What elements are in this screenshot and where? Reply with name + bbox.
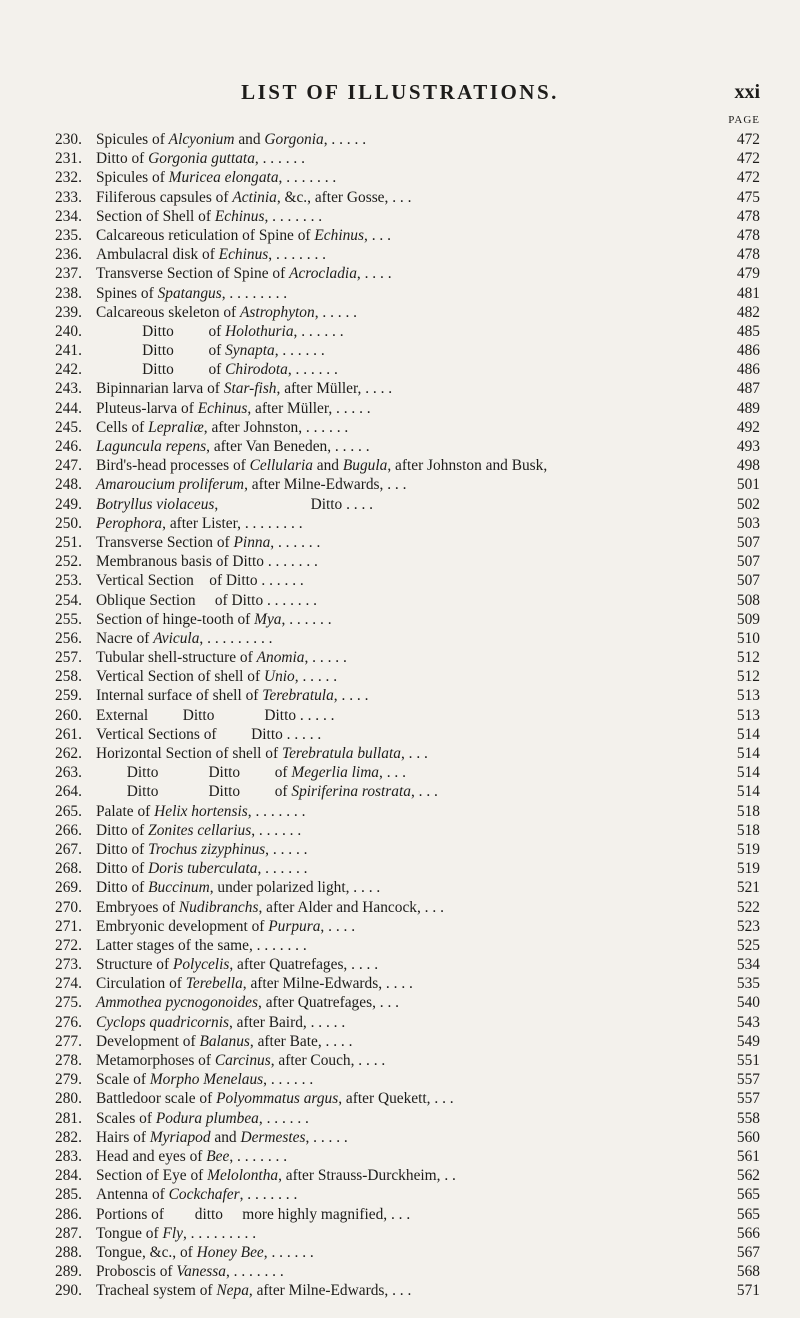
entry-title: Tubular shell-structure of Anomia, . . . . .: [96, 649, 347, 667]
entry-number: 271.: [55, 917, 82, 935]
entry-page-number: 472: [736, 150, 760, 168]
entry-number: 289.: [55, 1263, 82, 1281]
entry-number: 254.: [55, 591, 82, 609]
entry-page-number: 522: [736, 898, 760, 916]
list-item: [0, 418, 800, 437]
entry-number: 286.: [55, 1205, 82, 1223]
entry-number: 244.: [55, 399, 82, 417]
entry-page-number: 510: [736, 629, 760, 647]
list-item: [0, 1109, 800, 1128]
entry-page-number: 518: [736, 802, 760, 820]
entry-page-number: 492: [736, 418, 760, 436]
entry-page-number: 479: [736, 265, 760, 283]
list-item: [0, 917, 800, 936]
entry-title: Embryoes of Nudibranchs, after Alder and Hancock, . . .: [96, 898, 444, 916]
entry-number: 235.: [55, 226, 82, 244]
entry-page-number: 478: [736, 207, 760, 225]
entry-title: Battledoor scale of Polyommatus argus, after Quekett, . . .: [96, 1090, 454, 1108]
entry-number: 266.: [55, 821, 82, 839]
list-item: [0, 284, 800, 303]
entry-number: 241.: [55, 342, 82, 360]
list-item: [0, 667, 800, 686]
entry-number: 236.: [55, 246, 82, 264]
page-column-label: PAGE: [728, 114, 760, 126]
entry-page-number: 557: [736, 1071, 760, 1089]
list-item: [0, 725, 800, 744]
list-item: [0, 744, 800, 763]
entry-number: 283.: [55, 1147, 82, 1165]
list-item: [0, 514, 800, 533]
entry-number: 273.: [55, 956, 82, 974]
entry-page-number: 514: [736, 745, 760, 762]
entry-page-number: 478: [736, 246, 760, 264]
list-item: [0, 782, 800, 801]
list-item: [0, 1147, 800, 1166]
entry-title: Proboscis of Vanessa, . . . . . . .: [96, 1263, 284, 1281]
list-item: [0, 245, 800, 264]
entry-title: Ditto of Trochus zizyphinus, . . . . .: [96, 840, 308, 858]
entry-title: Nacre of Avicula, . . . . . . . . .: [96, 629, 273, 647]
list-item: [0, 571, 800, 590]
list-item: [0, 1089, 800, 1108]
entry-number: 230.: [55, 131, 82, 148]
entry-title: Spines of Spatangus, . . . . . . . .: [96, 284, 288, 302]
entry-number: 263.: [55, 764, 82, 782]
list-item: [0, 149, 800, 168]
entry-number: 246.: [55, 438, 82, 455]
entry-title: Scales of Podura plumbea, . . . . . .: [96, 1109, 309, 1127]
entry-number: 243.: [55, 380, 82, 398]
entry-page-number: 493: [736, 438, 760, 455]
list-item: [0, 226, 800, 245]
entry-number: 270.: [55, 898, 82, 916]
entry-number: 260.: [55, 706, 82, 724]
list-item: [0, 1166, 800, 1185]
entry-number: 274.: [55, 975, 82, 993]
entry-title: Pluteus-larva of Echinus, after Müller, . . . . .: [96, 399, 371, 417]
entry-title: Calcareous reticulation of Spine of Echinus, . . .: [96, 226, 391, 244]
entry-number: 257.: [55, 649, 82, 667]
list-item: [0, 821, 800, 840]
entry-title: Cyclops quadricornis, after Baird, . . . . .: [96, 1013, 346, 1031]
entry-page-number: 509: [736, 610, 760, 628]
list-item: [0, 974, 800, 993]
entry-title: Vertical Section of Ditto . . . . . .: [96, 572, 304, 590]
entry-title: Ambulacral disk of Echinus, . . . . . . .: [96, 246, 326, 264]
entry-page-number: 472: [736, 131, 760, 148]
entry-title: Section of Shell of Echinus, . . . . . . .: [96, 207, 323, 225]
entry-page-number: 481: [736, 284, 760, 302]
entry-page-number: 498: [736, 457, 760, 475]
entry-title: External Ditto Ditto . . . . .: [96, 706, 335, 724]
entry-number: 265.: [55, 802, 82, 820]
entry-title: Laguncula repens, after Van Beneden, . . . . .: [96, 438, 370, 455]
list-item: [0, 437, 800, 456]
entry-page-number: 478: [736, 226, 760, 244]
entry-title: Botryllus violaceus, Ditto . . . .: [96, 495, 374, 513]
entry-number: 288.: [55, 1243, 82, 1261]
entry-number: 258.: [55, 668, 82, 686]
entry-title: Bipinnarian larva of Star-fish, after Müller, . . . .: [96, 380, 393, 398]
page-number: xxi: [734, 81, 760, 103]
entry-title: Head and eyes of Bee, . . . . . . .: [96, 1147, 288, 1165]
entry-page-number: 523: [736, 917, 760, 935]
entry-title: Vertical Sections of Ditto . . . . .: [96, 725, 322, 743]
entry-page-number: 502: [736, 495, 760, 513]
entry-number: 259.: [55, 687, 82, 705]
running-header: [0, 80, 800, 110]
list-item: [0, 1262, 800, 1281]
entry-page-number: 525: [736, 936, 760, 954]
list-item: [0, 341, 800, 360]
list-item: [0, 168, 800, 187]
entry-number: 261.: [55, 725, 82, 743]
entry-page-number: 565: [736, 1186, 760, 1204]
entry-page-number: 486: [736, 361, 760, 379]
list-item: [0, 495, 800, 514]
list-item: [0, 475, 800, 494]
entry-title: Section of Eye of Melolontha, after Strauss-Durckheim, . .: [96, 1167, 456, 1185]
entry-number: 237.: [55, 265, 82, 283]
entry-number: 277.: [55, 1032, 82, 1050]
entry-page-number: 507: [736, 572, 760, 590]
entry-title: Internal surface of shell of Terebratula, . . . .: [96, 687, 369, 705]
entry-page-number: 512: [736, 668, 760, 686]
entry-title: Bird's-head processes of Cellularia and Bugula, after Johnston and Busk,: [96, 457, 548, 475]
entry-page-number: 567: [736, 1243, 760, 1261]
list-item: [0, 802, 800, 821]
entry-title: Tracheal system of Nepa, after Milne-Edwards, . . .: [96, 1282, 412, 1300]
entry-title: Section of hinge-tooth of Mya, . . . . . .: [96, 610, 332, 628]
entry-number: 255.: [55, 610, 82, 628]
list-item: [0, 686, 800, 705]
entry-title: Metamorphoses of Carcinus, after Couch, . . . .: [96, 1052, 386, 1069]
entry-page-number: 534: [736, 956, 760, 974]
entry-title: Calcareous skeleton of Astrophyton, . . . . .: [96, 303, 358, 321]
list-item: [0, 878, 800, 897]
entry-page-number: 558: [736, 1109, 760, 1127]
entry-title: Ditto of Zonites cellarius, . . . . . .: [96, 821, 302, 839]
entry-title: Ditto of Buccinum, under polarized light, . . . .: [96, 879, 381, 897]
entry-page-number: 566: [736, 1224, 760, 1242]
list-item: [0, 1243, 800, 1262]
list-item: [0, 533, 800, 552]
list-item: [0, 456, 800, 475]
entry-page-number: 514: [736, 764, 760, 782]
entry-page-number: 513: [736, 687, 760, 705]
list-item: [0, 1051, 800, 1070]
entry-number: 245.: [55, 418, 82, 436]
list-item: [0, 1070, 800, 1089]
entry-page-number: 519: [736, 840, 760, 858]
entry-number: 278.: [55, 1052, 82, 1069]
entry-title: Amaroucium proliferum, after Milne-Edwards, . . .: [96, 476, 407, 494]
entry-number: 264.: [55, 783, 82, 801]
entry-title: Tongue, &c., of Honey Bee, . . . . . .: [96, 1243, 314, 1261]
entry-title: Filiferous capsules of Actinia, &c., after Gosse, . . .: [96, 188, 412, 206]
entry-title: Circulation of Terebella, after Milne-Edwards, . . . .: [96, 975, 413, 993]
entry-page-number: 514: [736, 725, 760, 743]
list-item: [0, 399, 800, 418]
entry-number: 247.: [55, 457, 82, 475]
list-item: [0, 264, 800, 283]
entry-number: 275.: [55, 994, 82, 1012]
entry-title: Ditto of Holothuria, . . . . . .: [96, 322, 344, 340]
list-item: [0, 360, 800, 379]
entry-page-number: 521: [736, 879, 760, 897]
list-item: [0, 706, 800, 725]
page-title: LIST OF ILLUSTRATIONS.: [241, 80, 559, 104]
entry-title: Ditto of Synapta, . . . . . .: [96, 342, 325, 360]
illustrations-list: [0, 130, 800, 1300]
list-item: [0, 629, 800, 648]
entry-number: 249.: [55, 495, 82, 513]
entry-title: Structure of Polycelis, after Quatrefages, . . . .: [96, 956, 379, 974]
list-item: [0, 379, 800, 398]
entry-page-number: 508: [736, 591, 760, 609]
list-item: [0, 859, 800, 878]
entry-number: 276.: [55, 1013, 82, 1031]
list-item: [0, 955, 800, 974]
entry-title: Ditto of Gorgonia guttata, . . . . . .: [96, 150, 305, 168]
entry-number: 252.: [55, 553, 82, 571]
list-item: [0, 936, 800, 955]
entry-page-number: 475: [736, 188, 760, 206]
entry-number: 248.: [55, 476, 82, 494]
entry-page-number: 549: [736, 1032, 760, 1050]
entry-number: 262.: [55, 745, 82, 762]
entry-title: Oblique Section of Ditto . . . . . . .: [96, 591, 318, 609]
entry-title: Tongue of Fly, . . . . . . . . .: [96, 1224, 257, 1242]
entry-number: 290.: [55, 1282, 82, 1300]
entry-page-number: 565: [736, 1205, 760, 1223]
list-item: [0, 1185, 800, 1204]
entry-page-number: 557: [736, 1090, 760, 1108]
entry-page-number: 501: [736, 476, 760, 494]
entry-title: Development of Balanus, after Bate, . . . .: [96, 1032, 353, 1050]
entry-title: Ditto of Doris tuberculata, . . . . . .: [96, 860, 308, 878]
entry-title: Ditto Ditto of Spiriferina rostrata, . . .: [96, 783, 438, 801]
entry-page-number: 568: [736, 1263, 760, 1281]
entry-number: 232.: [55, 169, 82, 187]
entry-page-number: 571: [736, 1282, 760, 1300]
entry-number: 253.: [55, 572, 82, 590]
list-item: [0, 1224, 800, 1243]
list-item: [0, 1128, 800, 1147]
entry-number: 251.: [55, 533, 82, 551]
entry-number: 242.: [55, 361, 82, 379]
entry-number: 281.: [55, 1109, 82, 1127]
entry-page-number: 540: [736, 994, 760, 1012]
entry-number: 272.: [55, 936, 82, 954]
entry-number: 234.: [55, 207, 82, 225]
entry-title: Portions of ditto more highly magnified, . . .: [96, 1205, 411, 1223]
entry-page-number: 512: [736, 649, 760, 667]
entry-page-number: 551: [736, 1052, 760, 1069]
entry-title: Ammothea pycnogonoides, after Quatrefages, . . .: [96, 994, 400, 1012]
entry-page-number: 518: [736, 821, 760, 839]
entry-page-number: 486: [736, 342, 760, 360]
list-item: [0, 840, 800, 859]
entry-title: Scale of Morpho Menelaus, . . . . . .: [96, 1071, 314, 1089]
list-item: [0, 1013, 800, 1032]
entry-page-number: 503: [736, 514, 760, 532]
entry-number: 233.: [55, 188, 82, 206]
entry-title: Embryonic development of Purpura, . . . .: [96, 917, 356, 935]
entry-page-number: 507: [736, 553, 760, 571]
entry-title: Perophora, after Lister, . . . . . . . .: [96, 514, 303, 532]
list-item: [0, 898, 800, 917]
entry-title: Spicules of Alcyonium and Gorgonia, . . . . .: [96, 131, 367, 148]
entry-number: 238.: [55, 284, 82, 302]
entry-page-number: 487: [736, 380, 760, 398]
entry-number: 285.: [55, 1186, 82, 1204]
entry-number: 282.: [55, 1128, 82, 1146]
entry-title: Membranous basis of Ditto . . . . . . .: [96, 553, 318, 571]
entry-page-number: 485: [736, 322, 760, 340]
entry-title: Horizontal Section of shell of Terebratula bullata, . . .: [96, 745, 428, 762]
list-item: [0, 130, 800, 149]
entry-page-number: 472: [736, 169, 760, 187]
entry-title: Ditto Ditto of Megerlia lima, . . .: [96, 764, 406, 782]
list-item: [0, 1205, 800, 1224]
entry-page-number: 514: [736, 783, 760, 801]
list-item: [0, 1281, 800, 1300]
entry-title: Cells of Lepraliæ, after Johnston, . . . . . .: [96, 418, 349, 436]
entry-title: Latter stages of the same, . . . . . . .: [96, 936, 307, 954]
list-item: [0, 591, 800, 610]
entry-title: Spicules of Muricea elongata, . . . . . . .: [96, 169, 337, 187]
entry-title: Antenna of Cockchafer, . . . . . . .: [96, 1186, 298, 1204]
list-item: [0, 1032, 800, 1051]
entry-title: Transverse Section of Spine of Acrocladia, . . . .: [96, 265, 392, 283]
entry-number: 239.: [55, 303, 82, 321]
list-item: [0, 207, 800, 226]
entry-title: Vertical Section of shell of Unio, . . . . .: [96, 668, 338, 686]
entry-page-number: 562: [736, 1167, 760, 1185]
list-item: [0, 188, 800, 207]
entry-number: 267.: [55, 840, 82, 858]
entry-page-number: 519: [736, 860, 760, 878]
list-item: [0, 322, 800, 341]
list-item: [0, 993, 800, 1012]
list-item: [0, 610, 800, 629]
entry-number: 284.: [55, 1167, 82, 1185]
list-item: [0, 648, 800, 667]
entry-page-number: 543: [736, 1013, 760, 1031]
entry-number: 231.: [55, 150, 82, 168]
entry-number: 256.: [55, 629, 82, 647]
entry-page-number: 560: [736, 1128, 760, 1146]
entry-page-number: 513: [736, 706, 760, 724]
list-item: [0, 763, 800, 782]
entry-title: Transverse Section of Pinna, . . . . . .: [96, 533, 321, 551]
entry-page-number: 482: [736, 303, 760, 321]
entry-page-number: 507: [736, 533, 760, 551]
entry-number: 268.: [55, 860, 82, 878]
entry-number: 250.: [55, 514, 82, 532]
entry-number: 287.: [55, 1224, 82, 1242]
entry-page-number: 561: [736, 1147, 760, 1165]
entry-title: Hairs of Myriapod and Dermestes, . . . . .: [96, 1128, 348, 1146]
list-item: [0, 303, 800, 322]
entry-title: Ditto of Chirodota, . . . . . .: [96, 361, 338, 379]
entry-page-number: 489: [736, 399, 760, 417]
entry-page-number: 535: [736, 975, 760, 993]
entry-number: 269.: [55, 879, 82, 897]
entry-number: 279.: [55, 1071, 82, 1089]
list-item: [0, 552, 800, 571]
entry-number: 240.: [55, 322, 82, 340]
entry-number: 280.: [55, 1090, 82, 1108]
entry-title: Palate of Helix hortensis, . . . . . . .: [96, 802, 306, 820]
